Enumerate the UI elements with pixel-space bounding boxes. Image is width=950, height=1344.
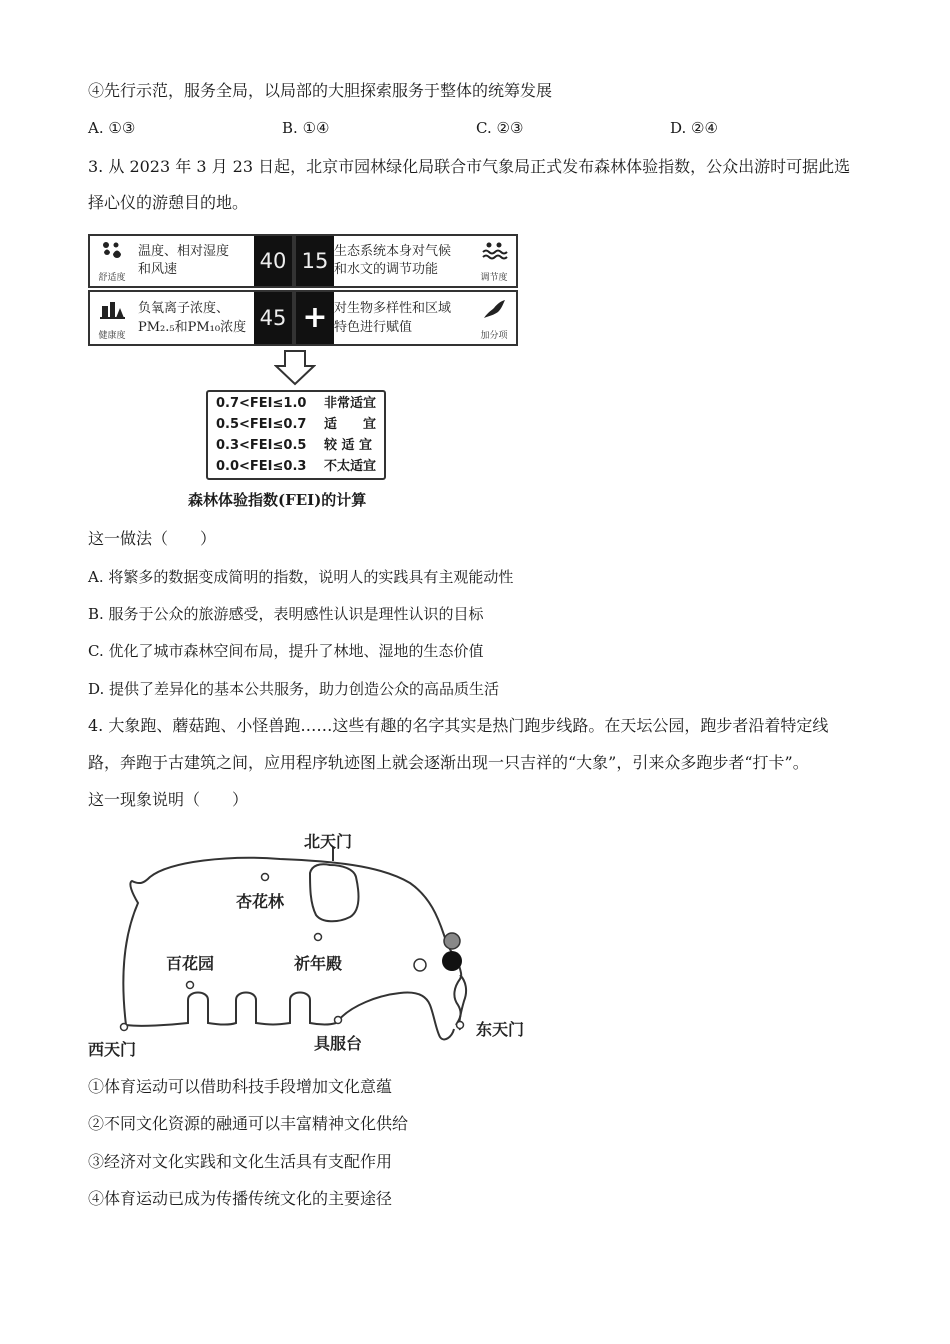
q4-stem-line-3: 这一现象说明（ ） [88, 790, 249, 809]
q4-item-3: ③经济对文化实践和文化生活具有支配作用 [88, 1152, 393, 1171]
q3-option-a: A. 将繁多的数据变成简明的指数，说明人的实践具有主观能动性 [88, 568, 514, 586]
q2-option-c [476, 117, 523, 139]
label-east-gate: 东天门 [476, 1020, 525, 1039]
bonus-icon-label: 加分项 [480, 331, 508, 341]
label-qinian-hall: 祈年殿 [294, 954, 343, 973]
q3-option-d: D. 提供了差异化的基本公共服务，助力创造公众的高品质生活 [88, 680, 500, 698]
q3-stem-line-2: 择心仪的游憩目的地。 [88, 193, 249, 212]
fei-range-box [206, 390, 386, 480]
label-hundred-flower-garden: 百花园 [166, 954, 215, 973]
q3-option-b: B. 服务于公众的旅游感受，表明感性认识是理性认识的目标 [88, 605, 484, 623]
q2-item-4: ④先行示范，服务全局，以局部的大胆探索服务于整体的统筹发展 [88, 81, 553, 100]
option-text: ②④ [691, 119, 718, 137]
label-apricot-grove: 杏花林 [236, 892, 285, 911]
water-wave-icon [474, 240, 514, 268]
comfort-text-2: 和风速 [138, 262, 178, 277]
regulation-text-1: 生态系统本身对气候 [334, 244, 452, 259]
range-label: 较 适 宜 [324, 438, 373, 453]
q4-stem-line-1: 4. 大象跑、蘑菇跑、小怪兽跑……这些有趣的名字其实是热门跑步线路。在天坛公园，跑步者沿着特定线 [88, 716, 829, 735]
label-west-gate: 西天门 [88, 1040, 137, 1059]
bonus-text-2: 特色进行赋值 [334, 320, 413, 335]
range-label: 不太适宜 [324, 459, 377, 474]
q3-prompt: 这一做法（ ） [88, 529, 217, 548]
forest-building-icon [92, 298, 132, 326]
option-text: ①④ [302, 119, 330, 137]
range-value: 0.7<FEI≤1.0 [216, 396, 307, 411]
regulation-score: 15 [296, 236, 334, 286]
droplets-icon [92, 240, 132, 268]
down-arrow-icon [274, 350, 316, 390]
range-row [216, 438, 373, 454]
option-letter: A. [88, 119, 104, 137]
health-icon-label: 健康度 [98, 331, 126, 341]
range-label: 非常适宜 [324, 396, 377, 411]
q2-option-b [282, 117, 329, 139]
option-letter: B. [282, 119, 298, 137]
option-text: ①③ [108, 119, 136, 137]
label-north-gate: 北天门 [304, 832, 353, 851]
q4-item-1: ①体育运动可以借助科技手段增加文化意蕴 [88, 1077, 393, 1096]
bonus-plus: + [296, 292, 334, 344]
fei-caption: 森林体验指数(FEI)的计算 [188, 491, 367, 509]
health-text-2: PM₂.₅和PM₁₀浓度 [138, 320, 247, 335]
range-label: 适 宜 [324, 417, 377, 432]
label-jufu-platform: 具服台 [314, 1034, 363, 1053]
q3-option-c: C. 优化了城市森林空间布局，提升了林地、湿地的生态价值 [88, 642, 484, 660]
range-value: 0.3<FEI≤0.5 [216, 438, 307, 453]
health-text-1: 负氧离子浓度、 [138, 301, 230, 316]
comfort-icon-label: 舒适度 [98, 273, 126, 283]
comfort-score: 40 [254, 236, 292, 286]
q2-option-d [670, 117, 718, 139]
q3-stem-line-1: 3. 从 2023 年 3 月 23 日起，北京市园林绿化局联合市气象局正式发布森林体验指数，公众出游时可据此选 [88, 157, 851, 176]
option-letter: C. [476, 119, 492, 137]
range-value: 0.5<FEI≤0.7 [216, 417, 307, 432]
range-row [216, 417, 377, 433]
bird-icon [474, 298, 514, 326]
range-row [216, 396, 377, 412]
regulation-icon-label: 调节度 [480, 273, 508, 283]
bonus-text-1: 对生物多样性和区域 [334, 301, 452, 316]
range-value: 0.0<FEI≤0.3 [216, 459, 307, 474]
q4-item-4: ④体育运动已成为传播传统文化的主要途径 [88, 1189, 393, 1208]
option-letter: D. [670, 119, 687, 137]
health-score: 45 [254, 292, 292, 344]
q4-stem-line-2: 路，奔跑于古建筑之间，应用程序轨迹图上就会逐渐出现一只吉祥的“大象”，引来众多跑步者“打卡”。 [88, 753, 809, 772]
elephant-route-map [80, 825, 550, 1065]
range-row [216, 459, 377, 475]
q2-option-a [88, 117, 135, 139]
q4-item-2: ②不同文化资源的融通可以丰富精神文化供给 [88, 1114, 409, 1133]
regulation-text-2: 和水文的调节功能 [334, 262, 439, 277]
option-text: ②③ [496, 119, 524, 137]
fei-figure [88, 234, 520, 514]
comfort-text-1: 温度、相对湿度 [138, 244, 230, 259]
